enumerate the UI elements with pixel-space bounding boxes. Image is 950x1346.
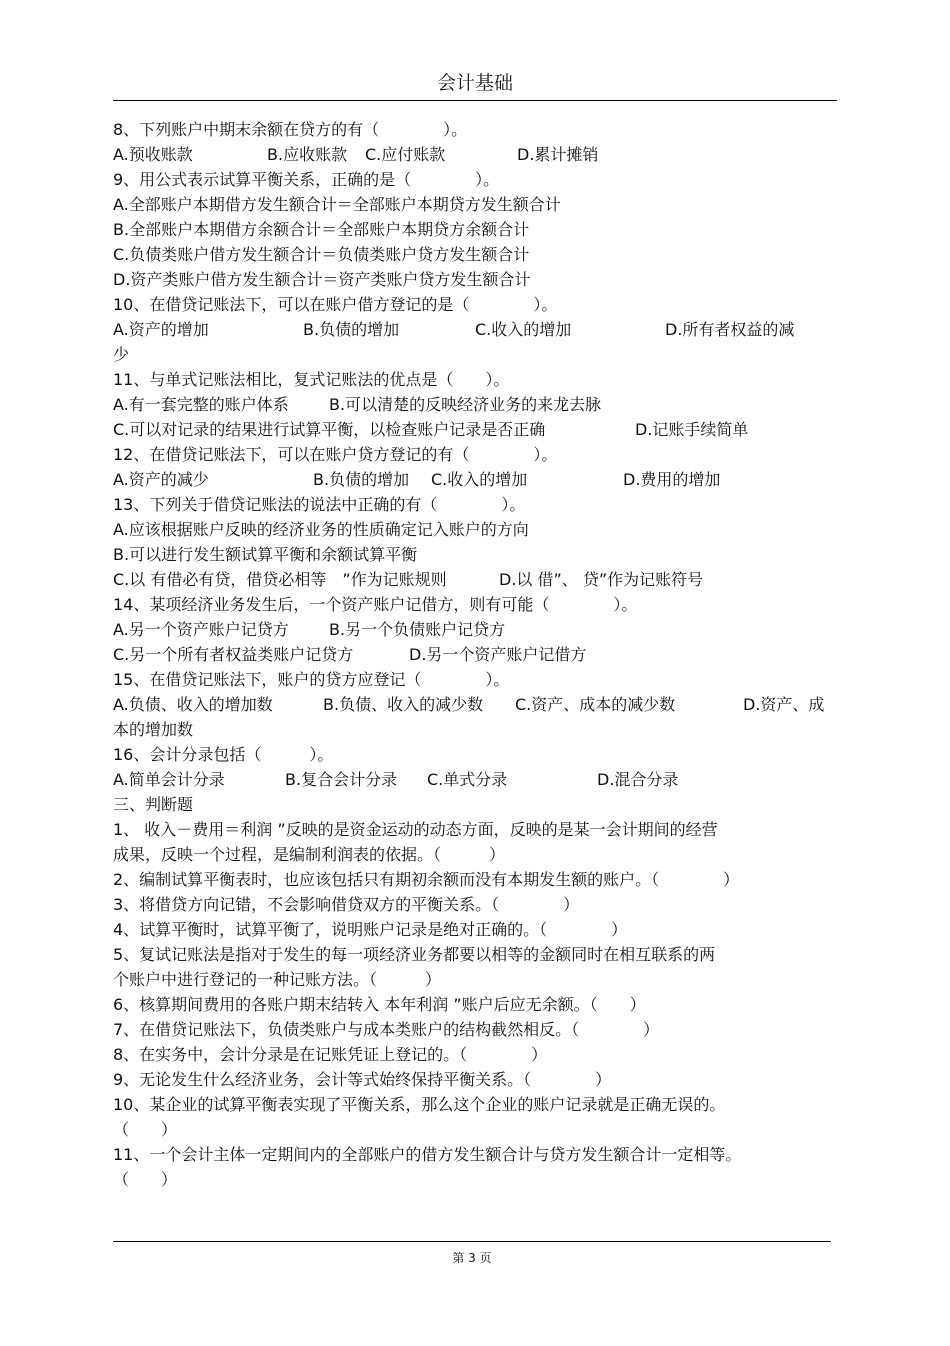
judgment-7: [113, 1017, 837, 1042]
question-9-stem: 9、用公式表示试算平衡关系，正确的是（ ）。: [113, 170, 500, 189]
question-8-options: [113, 142, 837, 167]
option-c: C.资产、成本的减少数: [515, 695, 676, 714]
footer-divider: [113, 1241, 831, 1242]
question-11: [113, 367, 837, 392]
question-12-stem: 12、在借贷记账法下，可以在账户贷方登记的有（ ）。: [113, 445, 558, 464]
question-11-stem: 11、与单式记账法相比，复式记账法的优点是（ ）。: [113, 370, 510, 389]
option-c: C.应付账款: [365, 145, 446, 164]
option-b: B.负债的增加: [303, 320, 400, 339]
option-d: D.另一个资产账户记借方: [409, 645, 587, 664]
option-d: D.记账手续简单: [635, 420, 749, 439]
judgment-1-cont: [113, 842, 837, 867]
option-d: D.以 借”、 贷”作为记账符号: [499, 570, 704, 589]
option-a: A.全部账户本期借方发生额合计＝全部账户本期贷方发生额合计: [113, 195, 561, 214]
option-a: A.有一套完整的账户体系: [113, 395, 289, 414]
question-13-options-cd: [113, 567, 837, 592]
question-12: [113, 442, 837, 467]
option-c: C.单式分录: [427, 770, 508, 789]
question-10-options: [113, 317, 837, 342]
option-a: A.预收账款: [113, 145, 193, 164]
judgment-text: 9、无论发生什么经济业务，会计等式始终保持平衡关系。（ ）: [113, 1070, 612, 1089]
question-9-option-b: [113, 217, 837, 242]
judgment-9: [113, 1067, 837, 1092]
question-13-option-a: [113, 517, 837, 542]
judgment-5: [113, 942, 837, 967]
option-a: A.另一个资产账户记贷方: [113, 620, 289, 639]
judgment-text: 6、核算期间费用的各账户期末结转入 本年利润 ”账户后应无余额。（ ）: [113, 995, 646, 1014]
judgment-6: [113, 992, 837, 1017]
question-16-stem: 16、会计分录包括（ ）。: [113, 745, 334, 764]
judgment-text: 成果，反映一个过程，是编制利润表的依据。（ ）: [113, 845, 506, 864]
option-b: B.可以进行发生额试算平衡和余额试算平衡: [113, 545, 418, 564]
option-d: D.资产类账户借方发生额合计＝资产类账户贷方发生额合计: [113, 270, 531, 289]
question-13: [113, 492, 837, 517]
section-heading: [113, 792, 837, 817]
question-15-options: [113, 692, 837, 717]
option-a: A.简单会计分录: [113, 770, 225, 789]
judgment-text: 5、复试记账法是指对于发生的每一项经济业务都要以相等的金额同时在相互联系的两: [113, 945, 716, 964]
option-c: C.收入的增加: [431, 470, 528, 489]
judgment-3: [113, 892, 837, 917]
option-d: D.所有者权益的减: [665, 320, 795, 339]
question-14-options-cd: [113, 642, 837, 667]
question-9: [113, 167, 837, 192]
judgment-4: [113, 917, 837, 942]
header-divider: [113, 100, 837, 101]
option-b: B.另一个负债账户记贷方: [329, 620, 506, 639]
option-d: D.费用的增加: [623, 470, 721, 489]
option-b: B.复合会计分录: [285, 770, 398, 789]
option-c: C.以 有借必有贷，借贷必相等 ”作为记账规则: [113, 570, 447, 589]
option-c: C.另一个所有者权益类账户记贷方: [113, 645, 354, 664]
option-b: B.负债、收入的减少数: [323, 695, 484, 714]
question-12-options: [113, 467, 837, 492]
judgment-8: [113, 1042, 837, 1067]
continuation-text: 本的增加数: [113, 720, 194, 739]
judgment-text: 3、将借贷方向记错，不会影响借贷双方的平衡关系。（ ）: [113, 895, 580, 914]
option-c: C.可以对记录的结果进行试算平衡，以检查账户记录是否正确: [113, 420, 546, 439]
option-a: A.资产的增加: [113, 320, 209, 339]
question-10: [113, 292, 837, 317]
option-b: B.可以清楚的反映经济业务的来龙去脉: [329, 395, 602, 414]
question-15-options-cont: [113, 717, 837, 742]
option-b: B.负债的增加: [313, 470, 410, 489]
continuation-text: 少: [113, 345, 130, 364]
option-d: D.资产、成: [743, 695, 825, 714]
judgment-5-cont: [113, 967, 837, 992]
judgment-text: 11、一个会计主体一定期间内的全部账户的借方发生额合计与贷方发生额合计一定相等。: [113, 1145, 742, 1164]
question-13-option-b: [113, 542, 837, 567]
question-11-options-cd: [113, 417, 837, 442]
option-b: B.全部账户本期借方余额合计＝全部账户本期贷方余额合计: [113, 220, 530, 239]
option-d: D.累计摊销: [517, 145, 599, 164]
question-14: [113, 592, 837, 617]
question-10-options-cont: [113, 342, 837, 367]
question-9-option-c: [113, 242, 837, 267]
question-16: [113, 742, 837, 767]
judgment-11: [113, 1142, 837, 1167]
judgment-text: 8、在实务中，会计分录是在记账凭证上登记的。（ ）: [113, 1045, 548, 1064]
judgment-text: （ ）: [113, 1170, 178, 1189]
question-8-stem: 8、下列账户中期末余额在贷方的有（ ）。: [113, 120, 468, 139]
question-15-stem: 15、在借贷记账法下，账户的贷方应登记（ ）。: [113, 670, 510, 689]
page-number: 第 3 页: [452, 1251, 492, 1265]
option-c: C.负债类账户借方发生额合计＝负债类账户贷方发生额合计: [113, 245, 530, 264]
question-13-stem: 13、下列关于借贷记账法的说法中正确的有（ ）。: [113, 495, 526, 514]
exam-content: [113, 117, 837, 1192]
judgment-10-cont: [113, 1117, 837, 1142]
judgment-2: [113, 867, 837, 892]
question-16-options: [113, 767, 837, 792]
section-title: 三、判断题: [113, 795, 194, 814]
judgment-text: 1、 收入－费用＝利润 ”反映的是资金运动的动态方面，反映的是某一会计期间的经营: [113, 820, 718, 839]
question-9-option-a: [113, 192, 837, 217]
judgment-10: [113, 1092, 837, 1117]
question-10-stem: 10、在借贷记账法下，可以在账户借方登记的是（ ）。: [113, 295, 558, 314]
judgment-11-cont: [113, 1167, 837, 1192]
option-a: A.负债、收入的增加数: [113, 695, 273, 714]
question-8: [113, 117, 837, 142]
question-15: [113, 667, 837, 692]
option-a: A.资产的减少: [113, 470, 209, 489]
judgment-text: 7、在借贷记账法下，负债类账户与成本类账户的结构截然相反。（ ）: [113, 1020, 660, 1039]
page-header-title: 会计基础: [436, 72, 513, 94]
option-a: A.应该根据账户反映的经济业务的性质确定记入账户的方向: [113, 520, 529, 539]
option-b: B.应收账款: [267, 145, 348, 164]
judgment-text: 个账户中进行登记的一种记账方法。（ ）: [113, 970, 442, 989]
question-11-options-ab: [113, 392, 837, 417]
question-14-options-ab: [113, 617, 837, 642]
question-9-option-d: [113, 267, 837, 292]
option-c: C.收入的增加: [475, 320, 572, 339]
judgment-text: 2、编制试算平衡表时，也应该包括只有期初余额而没有本期发生额的账户。（ ）: [113, 870, 740, 889]
question-14-stem: 14、某项经济业务发生后，一个资产账户记借方，则有可能（ ）。: [113, 595, 638, 614]
judgment-1: [113, 817, 837, 842]
judgment-text: （ ）: [113, 1120, 178, 1139]
judgment-text: 4、试算平衡时，试算平衡了，说明账户记录是绝对正确的。（ ）: [113, 920, 628, 939]
option-d: D.混合分录: [597, 770, 679, 789]
judgment-text: 10、某企业的试算平衡表实现了平衡关系，那么这个企业的账户记录就是正确无误的。: [113, 1095, 726, 1114]
